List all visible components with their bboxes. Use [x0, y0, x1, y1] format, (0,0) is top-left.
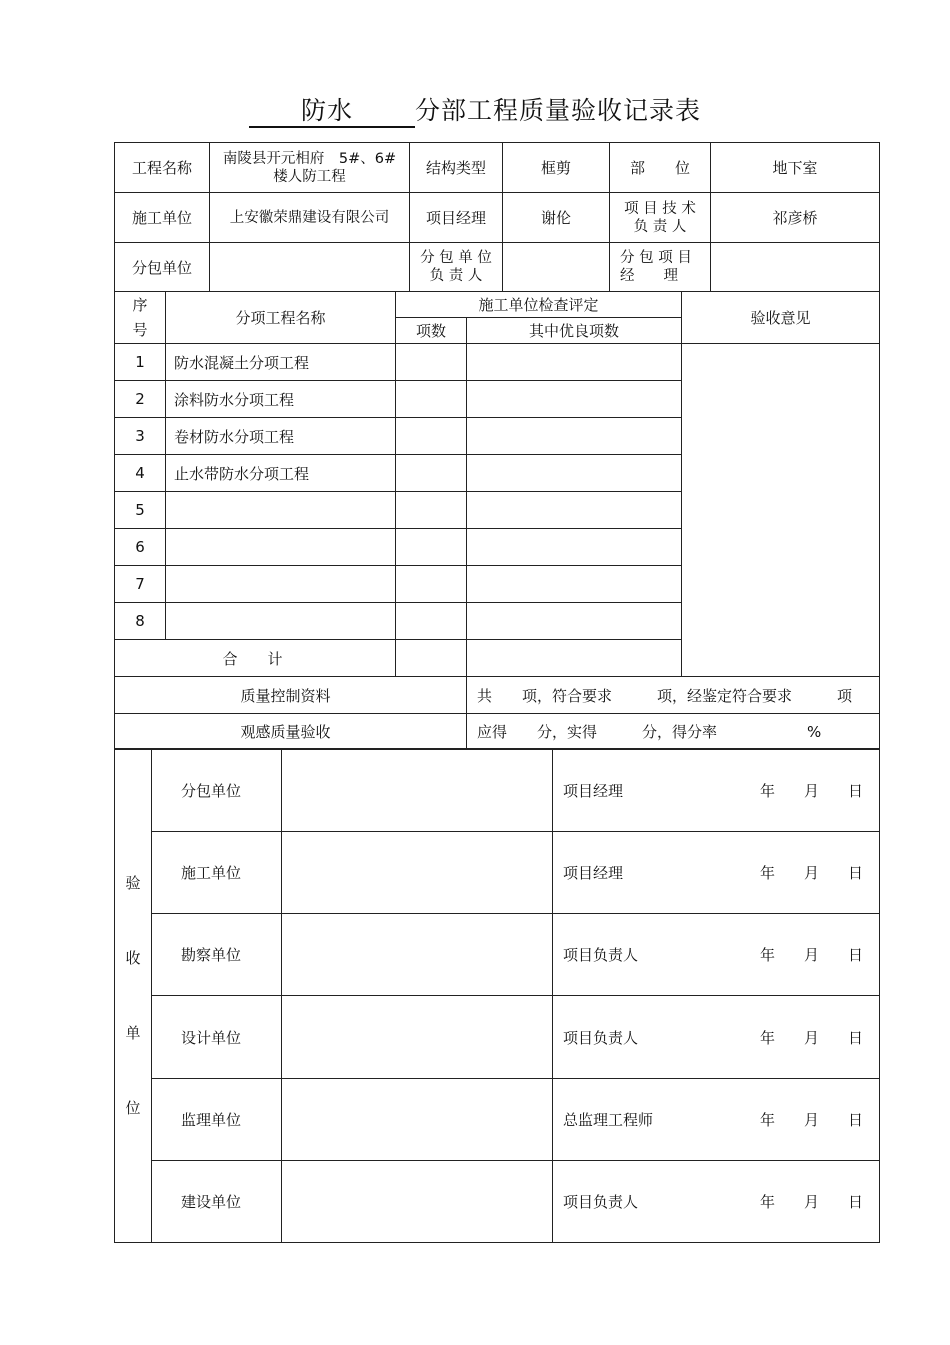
role-cell: [553, 914, 880, 996]
date-day: 日: [847, 864, 863, 882]
date-day: 日: [847, 1193, 863, 1211]
row-no: 3: [115, 418, 166, 455]
role-cell: [553, 1079, 880, 1161]
row-count: [396, 492, 467, 529]
appearance-text: 应得 分，实得 分，得分率 %: [467, 714, 880, 750]
acceptance-side-label: [115, 749, 152, 1243]
unit-label: 监理单位: [152, 1079, 282, 1161]
date-fields: [743, 1193, 863, 1211]
row-name: [166, 603, 396, 640]
role-label: 项目负责人: [563, 1028, 639, 1047]
date-fields: [743, 946, 863, 964]
location-value: 地下室: [711, 143, 880, 193]
row-good-count: [467, 492, 682, 529]
role-cell: [553, 1161, 880, 1243]
sub-pm-label: 分 包 项 目 经 理: [610, 243, 711, 292]
quality-control-label: 质量控制资料: [115, 677, 467, 714]
role-label: 项目负责人: [563, 1193, 639, 1211]
title-blank: 防水: [249, 96, 415, 128]
role-cell: [553, 996, 880, 1079]
acceptance-row: [115, 1161, 880, 1243]
row-good-count: [467, 418, 682, 455]
acceptance-row: [115, 832, 880, 914]
date-day: 日: [847, 1028, 863, 1047]
tech-lead-value: 祁彦桥: [711, 193, 880, 243]
row-name: [166, 566, 396, 603]
row-name: 卷材防水分项工程: [166, 418, 396, 455]
unit-label: 分包单位: [152, 749, 282, 832]
total-label: 合 计: [115, 640, 396, 677]
opinion-cell: [682, 344, 880, 677]
project-info-table: [114, 142, 880, 292]
row-count: [396, 418, 467, 455]
date-day: 日: [847, 781, 863, 800]
side-char: 单: [125, 1023, 141, 1042]
row-count: [396, 603, 467, 640]
row-no: 2: [115, 381, 166, 418]
date-year: 年: [759, 946, 775, 964]
row-no: 1: [115, 344, 166, 381]
row-count: [396, 566, 467, 603]
side-char: 收: [125, 948, 141, 967]
date-year: 年: [759, 1111, 775, 1129]
pm-value: 谢伦: [503, 193, 610, 243]
project-name-label: 工程名称: [115, 143, 210, 193]
unit-label: 勘察单位: [152, 914, 282, 996]
unit-sign-cell: [282, 749, 553, 832]
row-no: 7: [115, 566, 166, 603]
row-no: 5: [115, 492, 166, 529]
location-label: 部 位: [610, 143, 711, 193]
total-count: [396, 640, 467, 677]
title-suffix: 分部工程质量验收记录表: [415, 96, 702, 125]
date-month: 月: [803, 1193, 819, 1211]
date-year: 年: [759, 1028, 775, 1047]
structure-label: 结构类型: [410, 143, 503, 193]
row-count: [396, 344, 467, 381]
unit-sign-cell: [282, 996, 553, 1079]
pm-label: 项目经理: [410, 193, 503, 243]
unit-sign-cell: [282, 832, 553, 914]
acceptance-row: [115, 914, 880, 996]
unit-sign-cell: [282, 914, 553, 996]
role-label: 项目负责人: [563, 946, 639, 964]
date-fields: [743, 782, 863, 800]
header-good-count: 其中优良项数: [467, 318, 682, 344]
row-name: 涂料防水分项工程: [166, 381, 396, 418]
acceptance-row: [115, 996, 880, 1079]
row-good-count: [467, 529, 682, 566]
row-good-count: [467, 455, 682, 492]
page-title: [0, 96, 950, 128]
date-year: 年: [759, 781, 775, 800]
row-name: 止水带防水分项工程: [166, 455, 396, 492]
total-good-count: [467, 640, 682, 677]
row-count: [396, 529, 467, 566]
row-count: [396, 381, 467, 418]
subcontractor-label: 分包单位: [115, 243, 210, 292]
header-opinion: 验收意见: [682, 292, 880, 344]
unit-label: 施工单位: [152, 832, 282, 914]
date-fields: [743, 1029, 863, 1047]
tech-lead-label: 项 目 技 术 负 责 人: [610, 193, 711, 243]
header-check: 施工单位检查评定: [396, 292, 682, 318]
row-name: 防水混凝土分项工程: [166, 344, 396, 381]
sub-pm-value: [711, 243, 880, 292]
unit-label: 设计单位: [152, 996, 282, 1079]
role-label: 项目经理: [563, 781, 624, 800]
contractor-value: 上安徽荣鼎建设有限公司: [210, 193, 410, 243]
row-good-count: [467, 566, 682, 603]
sub-items-table: [114, 291, 880, 750]
role-label: 项目经理: [563, 864, 624, 882]
row-good-count: [467, 603, 682, 640]
acceptance-row: [115, 749, 880, 832]
contractor-label: 施工单位: [115, 193, 210, 243]
side-char: 验: [125, 873, 141, 892]
date-year: 年: [759, 1193, 775, 1211]
acceptance-row: [115, 1079, 880, 1161]
date-day: 日: [847, 1111, 863, 1129]
row-name: [166, 529, 396, 566]
role-cell: [553, 832, 880, 914]
row-good-count: [467, 344, 682, 381]
row-good-count: [467, 381, 682, 418]
row-no: 6: [115, 529, 166, 566]
row-no: 4: [115, 455, 166, 492]
appearance-label: 观感质量验收: [115, 714, 467, 750]
header-no: 序号: [115, 292, 166, 344]
quality-control-text: 共 项，符合要求 项，经鉴定符合要求 项: [467, 677, 880, 714]
side-char: 位: [125, 1098, 141, 1117]
date-fields: [743, 1111, 863, 1129]
table-row: [115, 344, 880, 381]
header-count: 项数: [396, 318, 467, 344]
project-name-value: 南陵县开元相府 5#、6#楼人防工程: [210, 143, 410, 193]
date-month: 月: [803, 946, 819, 964]
date-fields: [743, 864, 863, 882]
unit-sign-cell: [282, 1079, 553, 1161]
row-count: [396, 455, 467, 492]
date-month: 月: [803, 864, 819, 882]
date-day: 日: [847, 946, 863, 964]
subcontractor-value: [210, 243, 410, 292]
unit-sign-cell: [282, 1161, 553, 1243]
date-month: 月: [803, 1111, 819, 1129]
date-year: 年: [759, 864, 775, 882]
role-cell: [553, 749, 880, 832]
date-month: 月: [803, 1028, 819, 1047]
sub-head-label: 分 包 单 位 负 责 人: [410, 243, 503, 292]
acceptance-table: [114, 748, 880, 1243]
sub-head-value: [503, 243, 610, 292]
unit-label: 建设单位: [152, 1161, 282, 1243]
date-month: 月: [803, 781, 819, 800]
role-label: 总监理工程师: [563, 1111, 654, 1129]
header-item-name: 分项工程名称: [166, 292, 396, 344]
structure-value: 框剪: [503, 143, 610, 193]
row-name: [166, 492, 396, 529]
row-no: 8: [115, 603, 166, 640]
